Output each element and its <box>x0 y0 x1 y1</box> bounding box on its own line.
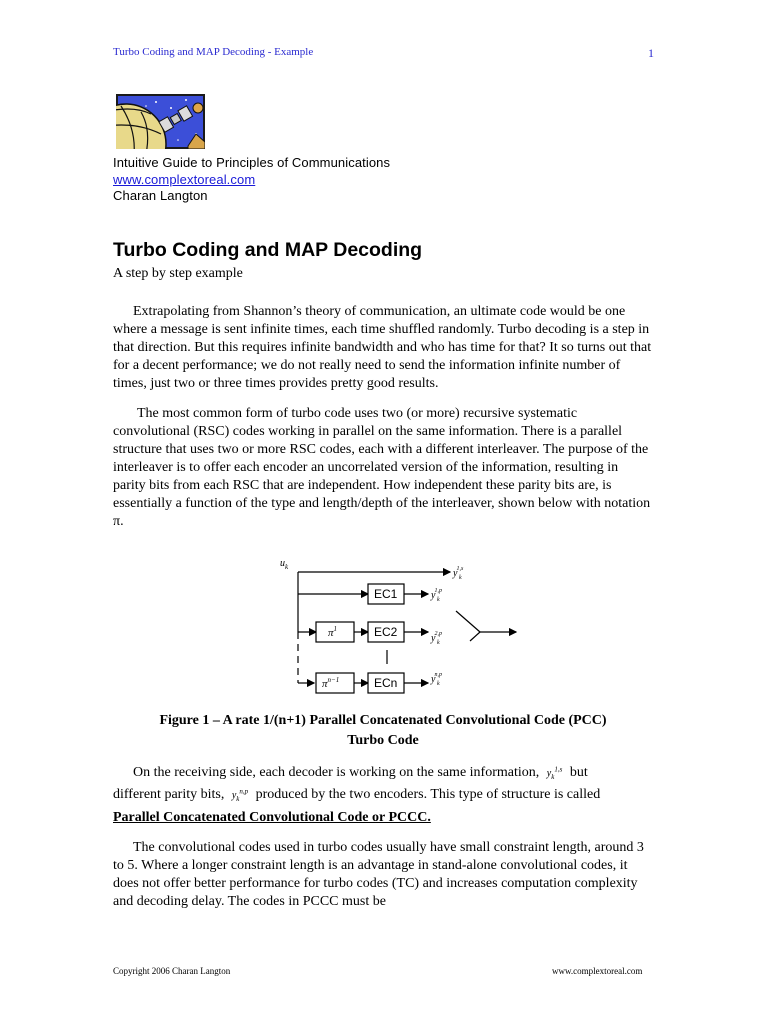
author-name: Charan Langton <box>113 188 208 203</box>
output-parity1-label: y1,p <box>431 588 442 601</box>
caption-line-2: Turbo Code <box>347 733 419 748</box>
inline-y-1s: $y_k^{1,s}$ <box>546 765 563 781</box>
page-title: Turbo Coding and MAP Decoding <box>113 239 423 261</box>
input-uk-label: $u_k$ <box>280 558 289 571</box>
pin-symbol: $\pi^{n-1}$ <box>322 676 340 690</box>
footer-copyright: Copyright 2006 Charan Langton <box>113 966 231 976</box>
pccc-term: Parallel Concatenated Convolutional Code or PCCC. <box>113 810 431 825</box>
guide-title: Intuitive Guide to Principles of Communications <box>113 155 391 170</box>
output-systematic-sub: k <box>459 575 462 581</box>
caption-line-1: Figure 1 – A rate 1/(n+1) Parallel Concatenated Convolutional Code (PCC) <box>159 713 607 728</box>
page-number: 1 <box>648 46 654 60</box>
output-parity2-label: y2,p <box>431 631 442 644</box>
output-parity1-sub: k <box>437 597 440 603</box>
footer-site: www.complextoreal.com <box>552 966 643 976</box>
paragraph-intro: Extrapolating from Shannon’s theory of communication, an ultimate code would be one where a message is sent infinite times, each time shuffled randomly. Turbo decoding is a step in that direction. But this requires infinite bandwidth and who has time for that? It so turns out that for a decent performance; we do not really need to send the information infinite number of times, just two or three times provides pretty good results. <box>113 304 652 391</box>
site-link[interactable]: www.complextoreal.com <box>113 172 256 187</box>
ecn-label: ECn <box>374 676 398 690</box>
output-parity2-sub: k <box>437 640 440 646</box>
pccc-encoder-diagram <box>270 552 530 702</box>
page-subtitle: A step by step example <box>113 266 243 281</box>
ec2-label: EC2 <box>374 625 398 639</box>
output-parityn-label: yn,p <box>431 672 442 685</box>
paragraph-receiving-line-1: On the receiving side, each decoder is working on the same information, $y_k^{1,s}$ but <box>133 765 588 781</box>
ec1-label: EC1 <box>374 587 398 601</box>
inline-y-np: $y_k^{n,p}$ <box>231 787 249 803</box>
figure-caption <box>113 711 653 751</box>
paragraph-receiving-line-2: different parity bits, $y_k^{n,p}$ produced by the two encoders. This type of structure is called <box>113 787 601 803</box>
paragraph-constraint-length: The convolutional codes used in turbo codes usually have small constraint length, around 3 to 5. Where a longer constraint length is an advantage in stand-alone convolutional codes, it does not offer better performance for turbo codes (TC) and increases computation complexity and decoding delay. The codes in PCCC must be <box>113 840 644 909</box>
paragraph-rsc: The most common form of turbo code uses two (or more) recursive systematic convolutional (RSC) codes working in parallel on the same information. There is a parallel structure that uses two or more RSC codes, each with a different interleaver. The purpose of the interleaver is to offer each encoder an uncorrelated version of the information, resulting in parity bits from each RSC that are independent. How independent these parity bits are, is essentially a function of the type and length/depth of the interleaver, shown below with notation π. <box>113 406 651 529</box>
satellite-globe-logo-icon <box>116 94 205 149</box>
running-header-title: Turbo Coding and MAP Decoding - Example <box>113 46 314 58</box>
output-systematic-label: y1,s <box>453 566 464 579</box>
pi1-symbol: $\pi^1$ <box>328 625 338 639</box>
output-parityn-sub: k <box>437 681 440 687</box>
